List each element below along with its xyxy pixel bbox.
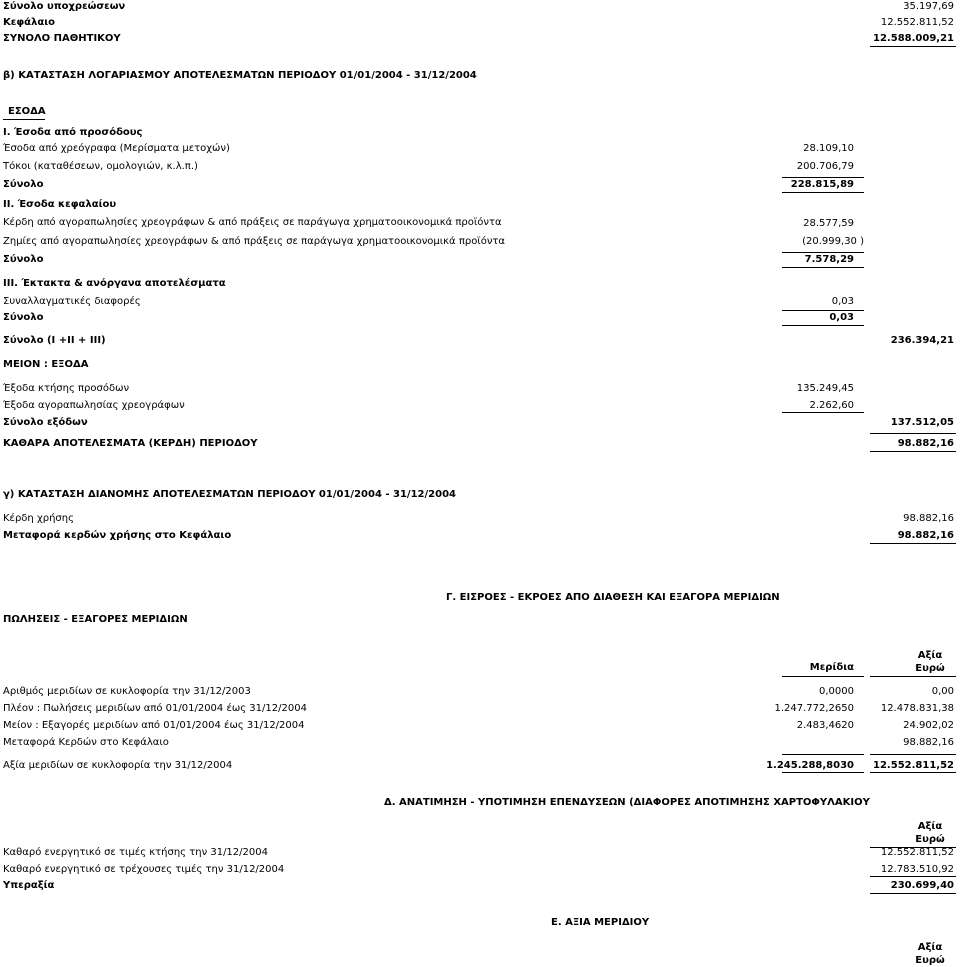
col-value-header-underline xyxy=(870,676,956,677)
expenses-total-rule xyxy=(870,433,956,434)
obligations-value: 35.197,69 xyxy=(903,1,954,12)
units-row1-label: Αριθμός μεριδίων σε κυκλοφορία την 31/12/2003 xyxy=(3,686,251,697)
capital-label: Κεφάλαιο xyxy=(3,17,55,28)
expenses-rule xyxy=(782,412,864,413)
units-row2-units: 1.247.772,2650 xyxy=(774,703,854,714)
units-total-units: 1.245.288,8030 xyxy=(766,760,854,771)
group1-row1-value: 28.109,10 xyxy=(803,143,854,154)
net-result-label: ΚΑΘΑΡΑ ΑΠΟΤΕΛΕΣΜΑΤΑ (ΚΕΡΔΗ) ΠΕΡΙΟΔΟΥ xyxy=(3,438,258,449)
group3-row1-label: Συναλλαγματικές διαφορές xyxy=(3,296,141,307)
group1-row1-label: Έσοδα από χρεόγραφα (Μερίσματα μετοχών) xyxy=(3,143,230,154)
less-expenses-heading: ΜΕΙΟΝ : ΕΞΟΔΑ xyxy=(3,359,89,370)
group2-row1-label: Κέρδη από αγοραπωλησίες χρεογράφων & από πράξεις σε παράγωγα χρηματοοικονομικά προϊόντα xyxy=(3,217,502,228)
surplus-rule xyxy=(870,876,956,877)
section-e-col-line2: Ευρώ xyxy=(915,955,945,966)
transfer-value: 98.882,16 xyxy=(897,530,954,541)
units-row2-label: Πλέον : Πωλήσεις μεριδίων από 01/01/2004 έως 31/12/2004 xyxy=(3,703,307,714)
total-liabilities-underline xyxy=(870,46,956,47)
units-row4-value: 98.882,16 xyxy=(903,737,954,748)
group2-row2-label: Ζημίες από αγοραπωλησίες χρεογράφων & από πράξεις σε παράγωγα χρηματοοικονομικά προϊόντα xyxy=(3,236,506,247)
expense2-value: 2.262,60 xyxy=(809,400,854,411)
group3-total-label: Σύνολο xyxy=(3,312,44,323)
expense2-label: Έξοδα αγοραπωλησίας χρεογράφων xyxy=(3,400,185,411)
units-total-label: Αξία μεριδίων σε κυκλοφορία την 31/12/2004 xyxy=(3,760,233,771)
grand-income-label: Σύνολο (Ι +ΙΙ + ΙΙΙ) xyxy=(3,335,106,346)
section-d-col-line2: Ευρώ xyxy=(915,834,945,845)
group2-row2-value: (20.999,30 ) xyxy=(802,236,864,247)
group1-total-underline xyxy=(782,192,864,193)
section-e-col-line1: Αξία xyxy=(917,942,943,953)
section-d-row2-value: 12.783.510,92 xyxy=(880,864,954,875)
group2-row1-value: 28.577,59 xyxy=(803,218,854,229)
surplus-label: Υπεραξία xyxy=(3,880,55,891)
transfer-underline xyxy=(870,543,956,544)
transfer-label: Μεταφορά κερδών χρήσης στο Κεφάλαιο xyxy=(3,530,232,541)
section-d-title: Δ. ΑΝΑΤΙΜΗΣΗ - ΥΠΟΤΙΜΗΣΗ ΕΠΕΝΔΥΣΕΩΝ (ΔΙΑΦΟΡΕΣ ΑΠΟΤΙΜΗΣΗΣ ΧΑΡΤΟΦΥΛΑΚΙΟΥ xyxy=(384,797,870,808)
value-total-underline xyxy=(870,772,956,773)
value-total-rule xyxy=(870,754,956,755)
group2-heading: ΙΙ. Έσοδα κεφαλαίου xyxy=(3,199,117,210)
group2-total-rule xyxy=(782,252,864,253)
units-total-rule xyxy=(782,754,864,755)
col-value-header-line2: Ευρώ xyxy=(915,663,945,674)
units-row1-value: 0,00 xyxy=(931,686,954,697)
surplus-underline xyxy=(870,893,956,894)
group1-row2-label: Τόκοι (καταθέσεων, ομολογιών, κ.λ.π.) xyxy=(3,161,198,172)
units-row2-value: 12.478.831,38 xyxy=(880,703,954,714)
expenses-total-label: Σύνολο εξόδων xyxy=(3,417,88,428)
units-row3-label: Μείον : Εξαγορές μεριδίων από 01/01/2004 έως 31/12/2004 xyxy=(3,720,305,731)
section-g-subtitle: ΠΩΛΗΣΕΙΣ - ΕΞΑΓΟΡΕΣ ΜΕΡΙΔΙΩΝ xyxy=(3,614,188,625)
group1-total-rule xyxy=(782,177,864,178)
obligations-label: Σύνολο υποχρεώσεων xyxy=(3,1,126,12)
group2-total-value: 7.578,29 xyxy=(804,254,854,265)
group1-row2-value: 200.706,79 xyxy=(796,161,854,172)
col-units-header-underline xyxy=(782,676,864,677)
col-units-header: Μερίδια xyxy=(809,662,854,673)
group1-heading: Ι. Έσοδα από προσόδους xyxy=(3,127,143,138)
total-liabilities-label: ΣΥΝΟΛΟ ΠΑΘΗΤΙΚΟΥ xyxy=(3,33,121,44)
capital-value: 12.552.811,52 xyxy=(880,17,954,28)
expenses-total-value: 137.512,05 xyxy=(890,417,954,428)
section-d-col-line1: Αξία xyxy=(917,821,943,832)
net-result-underline xyxy=(870,451,956,452)
group3-total-value: 0,03 xyxy=(829,312,854,323)
units-row3-units: 2.483,4620 xyxy=(796,720,854,731)
section-c-title: γ) ΚΑΤΑΣΤΑΣΗ ΔΙΑΝΟΜΗΣ ΑΠΟΤΕΛΕΣΜΑΤΩΝ ΠΕΡΙΟΔΟΥ 01/01/2004 - 31/12/2004 xyxy=(3,489,456,500)
profit-label: Κέρδη χρήσης xyxy=(3,513,74,524)
units-row3-value: 24.902,02 xyxy=(903,720,954,731)
section-d-row1-value: 12.552.811,52 xyxy=(880,847,954,858)
group1-total-value: 228.815,89 xyxy=(790,179,854,190)
group3-row1-value: 0,03 xyxy=(831,296,854,307)
group3-total-underline xyxy=(782,325,864,326)
group1-total-label: Σύνολο xyxy=(3,179,44,190)
surplus-value: 230.699,40 xyxy=(890,880,954,891)
group3-heading: ΙΙΙ. Έκτακτα & ανόργανα αποτελέσματα xyxy=(3,278,226,289)
section-d-row2-label: Καθαρό ενεργητικό σε τρέχουσες τιμές την 31/12/2004 xyxy=(3,864,285,875)
income-heading: ΕΣΟΔΑ xyxy=(8,106,46,117)
group2-total-label: Σύνολο xyxy=(3,254,44,265)
income-heading-underline xyxy=(3,119,45,120)
units-row1-units: 0,0000 xyxy=(819,686,854,697)
units-total-underline xyxy=(782,772,864,773)
units-row4-label: Μεταφορά Κερδών στο Κεφάλαιο xyxy=(3,737,169,748)
section-e-title: Ε. ΑΞΙΑ ΜΕΡΙΔΙΟΥ xyxy=(551,917,650,928)
profit-value: 98.882,16 xyxy=(903,513,954,524)
group2-total-underline xyxy=(782,267,864,268)
net-result-value: 98.882,16 xyxy=(897,438,954,449)
total-liabilities-value: 12.588.009,21 xyxy=(873,33,954,44)
section-d-row1-label: Καθαρό ενεργητικό σε τιμές κτήσης την 31/12/2004 xyxy=(3,847,268,858)
grand-income-value: 236.394,21 xyxy=(890,335,954,346)
section-b-title: β) ΚΑΤΑΣΤΑΣΗ ΛΟΓΑΡΙΑΣΜΟΥ ΑΠΟΤΕΛΕΣΜΑΤΩΝ ΠΕΡΙΟΔΟΥ 01/01/2004 - 31/12/2004 xyxy=(3,70,477,81)
col-value-header-line1: Αξία xyxy=(917,650,943,661)
units-total-value: 12.552.811,52 xyxy=(873,760,954,771)
section-g-title: Γ. ΕΙΣΡΟΕΣ - ΕΚΡΟΕΣ ΑΠΟ ΔΙΑΘΕΣΗ ΚΑΙ ΕΞΑΓΟΡΑ ΜΕΡΙΔΙΩΝ xyxy=(446,592,780,603)
expense1-value: 135.249,45 xyxy=(796,383,854,394)
expense1-label: Έξοδα κτήσης προσόδων xyxy=(3,383,130,394)
group3-total-rule xyxy=(782,310,864,311)
